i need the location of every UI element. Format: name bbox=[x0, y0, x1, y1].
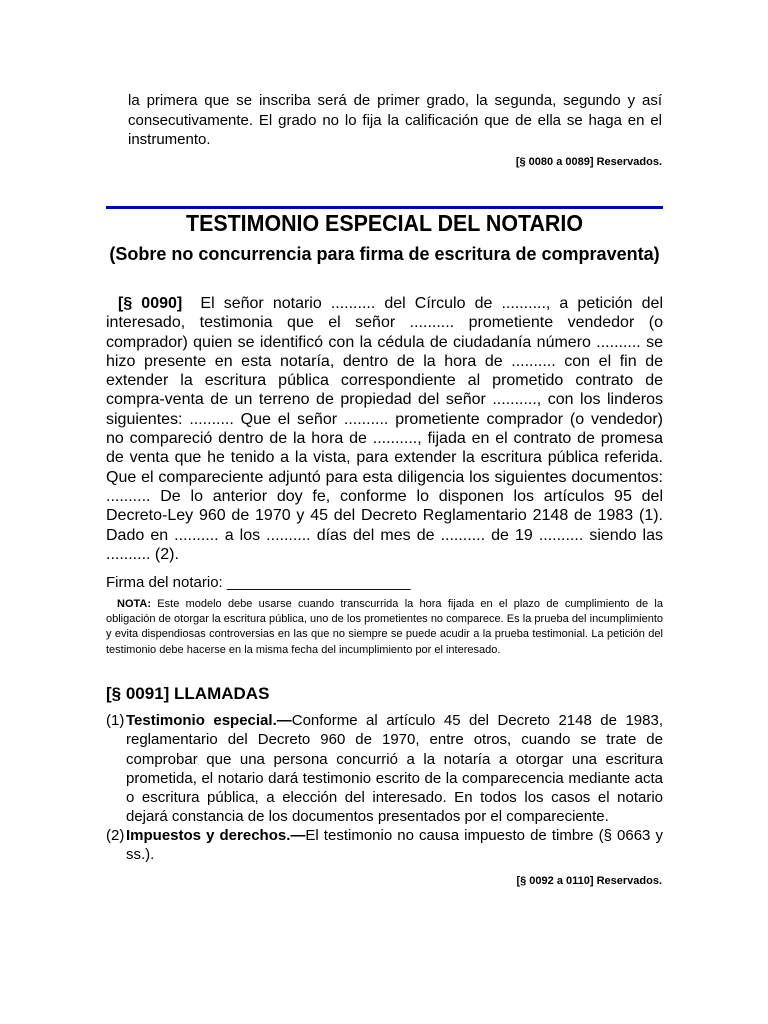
footnote-item bbox=[106, 826, 663, 865]
note-text: Este modelo debe usarse cuando transcurrida la hora fijada en el plazo de cumplimiento de la obligación de otorgar la escritura pública, uno de los prometientes no comparece. Es la prueba del incumplimiento y evita dispendiosas controversias en las que no siempre se puede acudir a la prueba testimonial. La petición del testimonio debe hacerse en la misma fecha del incumplimiento por el interesado. bbox=[106, 598, 663, 656]
footnote-text: Conforme al artículo 45 del Decreto 2148 de 1983, reglamentario del Decreto 960 de 1970, entre otros, cuando se trate de comprobar que una persona concurrió a la notaría a otorgar una escritura prometida, el notario dará testimonio escrito de la comparecencia mediante acta o escritura pública, a elección del interesado. En todos los casos el notario dejará constancia de los documentos presentados por el compareciente. bbox=[126, 712, 663, 826]
document-subtitle: (Sobre no concurrencia para firma de escritura de compraventa) bbox=[109, 244, 660, 264]
footnote-body bbox=[126, 826, 663, 865]
paragraph-0090 bbox=[106, 294, 663, 564]
note-paragraph bbox=[106, 597, 663, 658]
footnote-item bbox=[106, 711, 663, 827]
reserved-note-bottom: [§ 0092 a 0110] Reservados. bbox=[516, 875, 662, 887]
signature-line: Firma del notario: ______________________ bbox=[106, 574, 411, 591]
footnote-title: Impuestos y derechos.— bbox=[126, 827, 306, 844]
reserved-note-top: [§ 0080 a 0089] Reservados. bbox=[515, 156, 662, 168]
section-number: [§ 0090] bbox=[118, 295, 183, 312]
llamadas-heading: [§ 0091] LLAMADAS bbox=[106, 684, 270, 703]
footnote-number: (2) bbox=[106, 827, 125, 844]
footnote-body bbox=[126, 711, 663, 827]
intro-paragraph: la primera que se inscriba será de primer grado, la segunda, segundo y así consecutivamente. El grado no lo fija la calificación que de ella se haga en el instrumento. bbox=[128, 92, 662, 148]
footnote-text: El testimonio no causa impuesto de timbre (§ 0663 y ss.). bbox=[126, 827, 663, 864]
footnote-number: (1) bbox=[106, 712, 125, 729]
note-label: NOTA: bbox=[117, 598, 152, 610]
footnote-title: Testimonio especial.— bbox=[126, 712, 292, 729]
document-title: TESTIMONIO ESPECIAL DEL NOTARIO bbox=[186, 210, 583, 236]
paragraph-text: El señor notario .......... del Círculo de .........., a petición del interesado, testimonia que el señor .......... prometiente vendedor (o comprador) quien se identificó con la cédula de ciudadanía número .......... se hizo presente en esta notaría, dentro de la hora de .......... con el fin de extender la escritura pública correspondiente al prometido contrato de compra-venta de un terreno de propiedad del señor .........., con los linderos siguientes: .......... Que el señor .......... prometiente comprador (o vendedor) no compareció dentro de la hora de .........., fijada en el contrato de promesa de venta que he tenido a la vista, para extender la escritura pública referida. Que el compareciente adjuntó para esta diligencia los siguientes documentos: .......... De lo anterior doy fe, conforme lo disponen los artículos 95 del Decreto-Ley 960 de 1970 y 45 del Decreto Reglamentario 2148 de 1983 (1). Dado en .......... a los .......... días del mes de .......... de 19 .......... siendo las .......... (2). bbox=[106, 295, 664, 563]
